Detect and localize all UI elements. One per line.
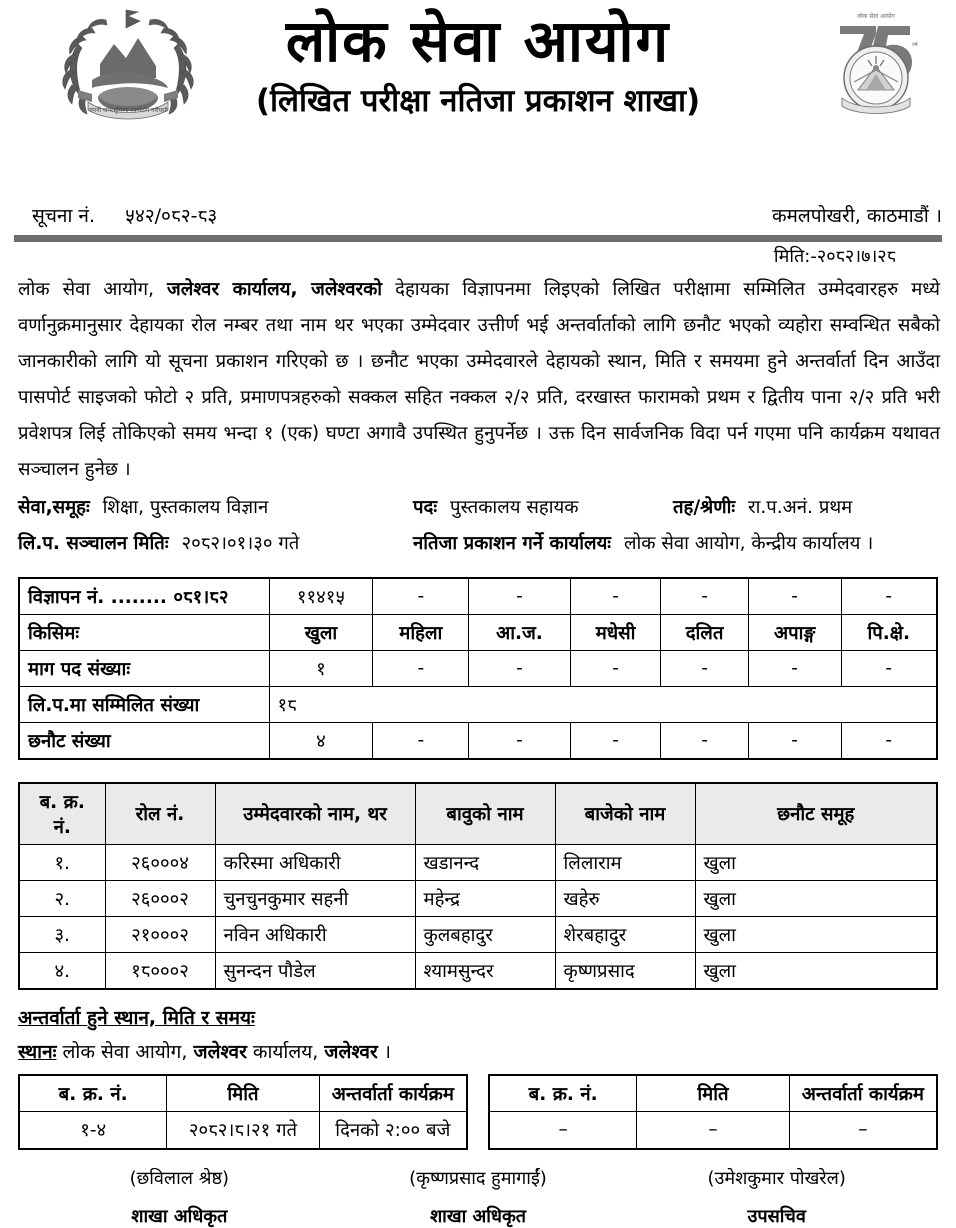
cell-grandfather: कृष्णप्रसाद	[555, 952, 695, 989]
table-row-appeared	[19, 686, 937, 722]
selected-cell: -	[748, 722, 841, 759]
col-header-father: बावुको नाम	[415, 783, 555, 845]
demand-cell: १	[269, 650, 373, 686]
selected-cell: ४	[269, 722, 373, 759]
signature-role: शाखा अधिकृत	[131, 1206, 228, 1227]
table-header-row	[489, 1075, 937, 1112]
post-value: पुस्तकालय सहायक	[449, 497, 579, 519]
cell-name: करिस्मा अधिकारी	[215, 844, 415, 880]
demand-label: माग पद संख्याः	[19, 650, 269, 686]
table-row	[19, 916, 937, 952]
interview-schedule-table-left	[18, 1074, 468, 1151]
signature-2	[329, 1166, 628, 1228]
table-row	[19, 952, 937, 989]
notice-number-label: सूचना नं.	[32, 205, 95, 227]
notice-number-value: ५४२/०८२-८३	[125, 205, 218, 227]
demand-cell: -	[469, 650, 571, 686]
appeared-value: १८	[269, 686, 937, 722]
level-label: तह/श्रेणीः	[673, 497, 736, 519]
cell-grandfather: लिलाराम	[555, 844, 695, 880]
cell-sn: २.	[19, 880, 105, 916]
meta-row-service	[18, 490, 940, 526]
interview-schedule-tables	[0, 1064, 956, 1151]
demand-cell: -	[841, 650, 937, 686]
cell-interview-time: दिनको २:०० बजे	[319, 1111, 467, 1149]
ad-number-cell: -	[469, 578, 571, 615]
level-value: रा.प.अनं. प्रथम	[748, 497, 853, 519]
col-header-date: मिति	[167, 1075, 319, 1112]
cell-sn-range: १-४	[19, 1111, 167, 1149]
table-header-row	[19, 783, 937, 845]
category-cell: अपाङ्ग	[748, 614, 841, 650]
ad-number-cell: -	[570, 578, 661, 615]
post-label: पदः	[413, 497, 438, 519]
ad-number-cell: -	[373, 578, 469, 615]
notice-body-paragraph	[0, 268, 956, 488]
cell-grandfather: शेरबहादुर	[555, 916, 695, 952]
category-cell: महिला	[373, 614, 469, 650]
ad-number-cell: -	[748, 578, 841, 615]
table-row-selected	[19, 722, 937, 759]
paragraph-part-2: देहायका विज्ञापनमा लिइएको लिखित परीक्षामा सम्मिलित उम्मेदवारहरु मध्ये वर्णानुक्रमानुसार देहायका रोल नम्बर तथा नाम थर भएका उम्मेदवार उत्तीर्ण भई अन्तर्वार्ताको लागि छनौट भएको व्यहोरा सम्वन्धित सबैको जानकारीको लागि यो सूचना प्रकाशन गरिएको छ । छनौट भएका उम्मेदवारले देहायको स्थान, मिति र समयमा हुने अन्तर्वार्ता दिन आउँदा पासपोर्ट साइजको फोटो २ प्रति, प्रमाणपत्रहरुको सक्कल सहित नक्कल २/२ प्रति, दरखास्त फारामको प्रथम र द्वितीय पाना २/२ प्रति भरी प्रवेशपत्र लिई तोकिएको समय भन्दा १ (एक) घण्टा अगावै उपस्थित हुनुपर्नेछ । उक्त दिन सार्वजनिक विदा पर्न गएमा पनि कार्यक्रम यथावत सञ्चालन हुनेछ ।	[18, 279, 940, 481]
cell-group: खुला	[695, 952, 937, 989]
service-value: शिक्षा, पुस्तकालय विज्ञान	[102, 497, 269, 519]
col-header-group: छनौट समूह	[695, 783, 937, 845]
svg-text:जननी जन्मभूमिश्च स्वर्गादपि गर: जननी जन्मभूमिश्च स्वर्गादपि गरीयसी	[88, 107, 168, 114]
category-cell: दलित	[661, 614, 748, 650]
interview-section-title: अन्तर्वार्ता हुने स्थान, मिति र समयः	[18, 1006, 255, 1029]
col-header-date: मिति	[637, 1075, 789, 1112]
col-header-program: अन्तर्वार्ता कार्यक्रम	[789, 1075, 937, 1112]
cell-roll: २६०००४	[105, 844, 215, 880]
cell-interview-date: २०८२।८।२१ गते	[167, 1111, 319, 1149]
cell-interview-time: –	[789, 1111, 937, 1149]
notice-meta-line	[0, 190, 956, 228]
document-header	[0, 0, 956, 190]
selected-candidates-table	[18, 782, 938, 990]
col-header-sn: ब. क्र. नं.	[489, 1075, 637, 1112]
table-row	[489, 1111, 937, 1149]
page-title: लोक सेवा आयोग	[285, 7, 671, 75]
cell-roll: २६०००२	[105, 880, 215, 916]
header-divider	[14, 235, 942, 242]
notice-date: मिति:-२०८२।७।२८	[773, 246, 896, 267]
place-suffix: ।	[377, 1040, 391, 1063]
place-label: स्थानः	[18, 1040, 57, 1063]
col-header-grandfather: बाजेको नाम	[555, 783, 695, 845]
appeared-label: लि.प.मा सम्मिलित संख्या	[19, 686, 269, 722]
office-name-bold: जलेश्वर कार्यालय, जलेश्वरको	[167, 279, 383, 300]
ad-number-label: विज्ञापन नं. ........ ०८१।८२	[19, 578, 269, 615]
cell-name: सुनन्दन पौडेल	[215, 952, 415, 989]
cell-roll: २१०००२	[105, 916, 215, 952]
ad-number-cell: -	[841, 578, 937, 615]
svg-text:लोक सेवा आयोग: लोक सेवा आयोग	[857, 13, 895, 20]
category-cell: पि.क्षे.	[841, 614, 937, 650]
selected-cell: -	[661, 722, 748, 759]
cell-grandfather: खहेरु	[555, 880, 695, 916]
publishing-office-value: लोक सेवा आयोग, केन्द्रीय कार्यालय ।	[623, 533, 874, 555]
demand-cell: -	[748, 650, 841, 686]
selected-cell: -	[570, 722, 661, 759]
publishing-office-label: नतिजा प्रकाशन गर्ने कार्यालयः	[413, 533, 612, 555]
nepal-government-emblem-icon	[48, 6, 208, 121]
table-row-demand	[19, 650, 937, 686]
cell-sn: ४.	[19, 952, 105, 989]
cell-father: कुलबहादुर	[415, 916, 555, 952]
advertisement-table	[18, 577, 938, 760]
demand-cell: -	[661, 650, 748, 686]
psc-75th-anniversary-emblem-icon	[816, 6, 936, 118]
table-row-category	[19, 614, 937, 650]
cell-sn: १.	[19, 844, 105, 880]
ad-number-cell: ११४१५	[269, 578, 373, 615]
selected-cell: -	[841, 722, 937, 759]
paragraph-part-1: लोक सेवा आयोग,	[18, 279, 168, 300]
signature-1	[30, 1166, 329, 1228]
place-prefix: लोक सेवा आयोग,	[62, 1040, 194, 1063]
place-office-bold: जलेश्वर	[193, 1040, 247, 1063]
meta-row-dates	[18, 526, 940, 562]
signature-role: शाखा अधिकृत	[429, 1206, 527, 1227]
category-cell: मधेसी	[570, 614, 661, 650]
selected-cell: -	[373, 722, 469, 759]
place-city-bold: जलेश्वर	[324, 1040, 378, 1063]
table-row	[19, 844, 937, 880]
signature-name: (कृष्णप्रसाद हुमागाईं)	[409, 1168, 547, 1189]
table-row	[19, 880, 937, 916]
col-header-roll: रोल नं.	[105, 783, 215, 845]
cell-sn-range: –	[489, 1111, 637, 1149]
service-label: सेवा,समूहः	[18, 497, 90, 519]
interview-place-line	[0, 1030, 956, 1064]
table-header-row	[19, 1075, 467, 1112]
demand-cell: -	[373, 650, 469, 686]
demand-cell: -	[570, 650, 661, 686]
exam-date-value: २०८२।०१।३० गते	[181, 533, 300, 555]
exam-meta-block	[0, 488, 956, 562]
category-label: किसिमः	[19, 614, 269, 650]
cell-sn: ३.	[19, 916, 105, 952]
col-header-sn: ब. क्र. नं.	[19, 783, 105, 845]
svg-text:वर्ष: वर्ष	[912, 42, 918, 48]
cell-father: महेन्द्र	[415, 880, 555, 916]
cell-father: खडानन्द	[415, 844, 555, 880]
table-row	[19, 1111, 467, 1149]
cell-name: चुनचुनकुमार सहनी	[215, 880, 415, 916]
signature-3	[627, 1166, 926, 1228]
ad-number-cell: -	[661, 578, 748, 615]
cell-interview-date: –	[637, 1111, 789, 1149]
page-subtitle: (लिखित परीक्षा नतिजा प्रकाशन शाखा)	[255, 82, 701, 119]
office-address: कमलपोखरी, काठमाडौं ।	[771, 205, 942, 227]
signature-block	[0, 1150, 956, 1228]
selected-label: छनौट संख्या	[19, 722, 269, 759]
category-cell: आ.ज.	[469, 614, 571, 650]
place-middle: कार्यालय,	[246, 1040, 325, 1063]
cell-group: खुला	[695, 844, 937, 880]
signature-name: (छविलाल श्रेष्ठ)	[129, 1168, 230, 1189]
cell-group: खुला	[695, 880, 937, 916]
cell-roll: १८०००२	[105, 952, 215, 989]
signature-role: उपसचिव	[747, 1206, 806, 1227]
cell-name: नविन अधिकारी	[215, 916, 415, 952]
col-header-name: उम्मेदवारको नाम, थर	[215, 783, 415, 845]
category-cell: खुला	[269, 614, 373, 650]
interview-section-heading	[0, 990, 956, 1030]
cell-group: खुला	[695, 916, 937, 952]
col-header-sn: ब. क्र. नं.	[19, 1075, 167, 1112]
interview-schedule-table-right	[488, 1074, 938, 1151]
signature-name: (उमेशकुमार पोखरेल)	[707, 1168, 846, 1189]
selected-cell: -	[469, 722, 571, 759]
table-row-ad-number	[19, 578, 937, 615]
cell-father: श्यामसुन्दर	[415, 952, 555, 989]
exam-date-label: लि.प. सञ्चालन मितिः	[18, 533, 169, 555]
col-header-program: अन्तर्वार्ता कार्यक्रम	[319, 1075, 467, 1112]
